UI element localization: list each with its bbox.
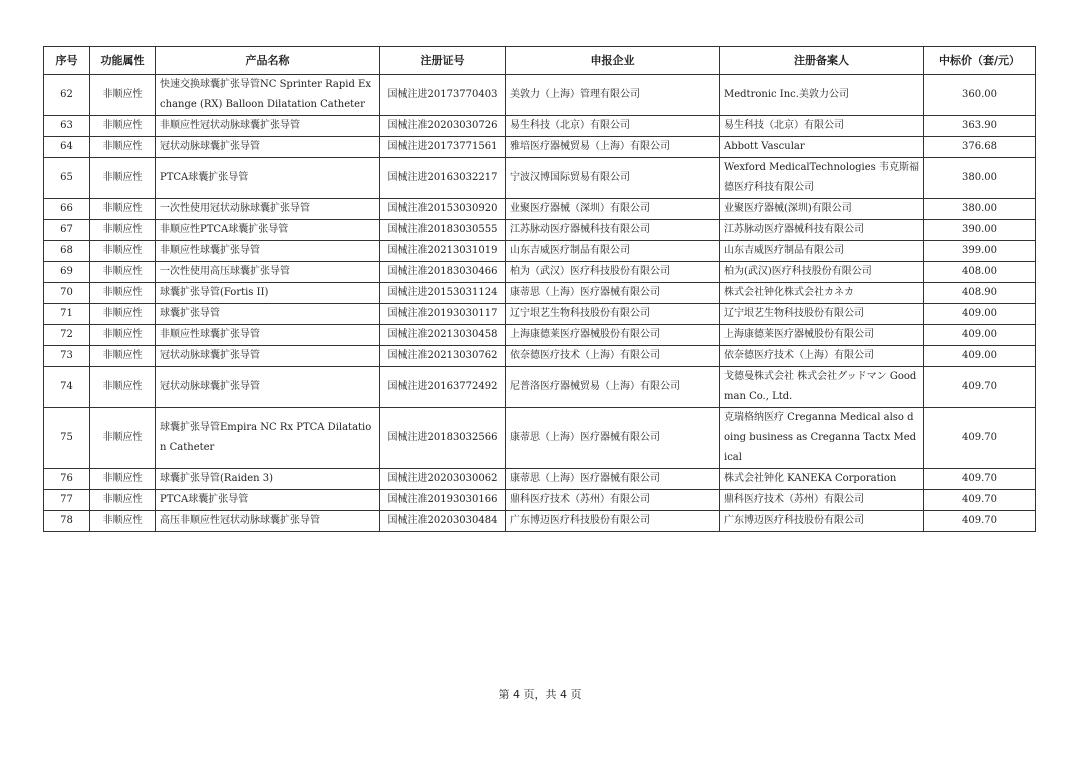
cell-product: 球囊扩张导管 xyxy=(156,304,380,325)
cell-product: 球囊扩张导管(Fortis II) xyxy=(156,283,380,304)
cell-no: 73 xyxy=(44,346,90,367)
cell-company: 康蒂思（上海）医疗器械有限公司 xyxy=(506,283,720,304)
cell-no: 67 xyxy=(44,220,90,241)
cell-product: 非顺应性PTCA球囊扩张导管 xyxy=(156,220,380,241)
cell-company: 宁波汉博国际贸易有限公司 xyxy=(506,158,720,199)
cell-attr: 非顺应性 xyxy=(90,241,156,262)
cell-no: 68 xyxy=(44,241,90,262)
cell-no: 78 xyxy=(44,511,90,532)
table-row xyxy=(44,241,1036,262)
cell-holder: 江苏脉动医疗器械科技有限公司 xyxy=(720,220,924,241)
cell-holder: 辽宁垠艺生物科技股份有限公司 xyxy=(720,304,924,325)
col-header-product: 产品名称 xyxy=(156,47,380,75)
cell-company: 鼎科医疗技术（苏州）有限公司 xyxy=(506,490,720,511)
header-row xyxy=(44,47,1036,75)
cell-reg: 国械注准20203030484 xyxy=(380,511,506,532)
cell-no: 74 xyxy=(44,367,90,408)
cell-holder: Abbott Vascular xyxy=(720,137,924,158)
cell-reg: 国械注准20213031019 xyxy=(380,241,506,262)
table-row xyxy=(44,158,1036,199)
cell-reg: 国械注准20183030555 xyxy=(380,220,506,241)
cell-price: 409.70 xyxy=(924,408,1036,469)
cell-no: 65 xyxy=(44,158,90,199)
cell-company: 美敦力（上海）管理有限公司 xyxy=(506,75,720,116)
cell-reg: 国械注准20203030726 xyxy=(380,116,506,137)
cell-price: 409.70 xyxy=(924,367,1036,408)
col-header-company: 申报企业 xyxy=(506,47,720,75)
cell-no: 72 xyxy=(44,325,90,346)
cell-attr: 非顺应性 xyxy=(90,408,156,469)
table-row xyxy=(44,490,1036,511)
cell-price: 409.70 xyxy=(924,511,1036,532)
col-header-holder: 注册备案人 xyxy=(720,47,924,75)
cell-price: 408.00 xyxy=(924,262,1036,283)
cell-product: PTCA球囊扩张导管 xyxy=(156,158,380,199)
cell-price: 408.90 xyxy=(924,283,1036,304)
cell-price: 390.00 xyxy=(924,220,1036,241)
cell-no: 64 xyxy=(44,137,90,158)
table-row xyxy=(44,199,1036,220)
cell-company: 柏为（武汉）医疗科技股份有限公司 xyxy=(506,262,720,283)
cell-price: 409.00 xyxy=(924,304,1036,325)
cell-holder: 广东博迈医疗科技股份有限公司 xyxy=(720,511,924,532)
cell-attr: 非顺应性 xyxy=(90,199,156,220)
cell-price: 409.70 xyxy=(924,469,1036,490)
cell-holder: 株式会社钟化株式会社カネカ xyxy=(720,283,924,304)
bid-price-table xyxy=(43,46,1036,532)
cell-company: 辽宁垠艺生物科技股份有限公司 xyxy=(506,304,720,325)
table-row xyxy=(44,346,1036,367)
cell-reg: 国械注准20193030166 xyxy=(380,490,506,511)
table-row xyxy=(44,220,1036,241)
cell-company: 康蒂思（上海）医疗器械有限公司 xyxy=(506,469,720,490)
table-row xyxy=(44,325,1036,346)
cell-attr: 非顺应性 xyxy=(90,367,156,408)
cell-holder: 易生科技（北京）有限公司 xyxy=(720,116,924,137)
cell-attr: 非顺应性 xyxy=(90,137,156,158)
cell-product: 非顺应性球囊扩张导管 xyxy=(156,325,380,346)
table-row xyxy=(44,304,1036,325)
cell-holder: 戈德曼株式会社 株式会社グッドマン Goodman Co., Ltd. xyxy=(720,367,924,408)
cell-holder: 山东吉威医疗制品有限公司 xyxy=(720,241,924,262)
cell-attr: 非顺应性 xyxy=(90,116,156,137)
cell-holder: Medtronic Inc.美敦力公司 xyxy=(720,75,924,116)
cell-reg: 国械注准20213030458 xyxy=(380,325,506,346)
cell-product: 冠状动脉球囊扩张导管 xyxy=(156,137,380,158)
cell-product: 球囊扩张导管(Raiden 3) xyxy=(156,469,380,490)
cell-reg: 国械注准20193030117 xyxy=(380,304,506,325)
cell-attr: 非顺应性 xyxy=(90,75,156,116)
table-row xyxy=(44,137,1036,158)
cell-reg: 国械注准20183030466 xyxy=(380,262,506,283)
cell-reg: 国械注进20203030062 xyxy=(380,469,506,490)
cell-reg: 国械注进20153031124 xyxy=(380,283,506,304)
table-row xyxy=(44,469,1036,490)
cell-no: 70 xyxy=(44,283,90,304)
cell-reg: 国械注进20173770403 xyxy=(380,75,506,116)
col-header-price: 中标价（套/元） xyxy=(924,47,1036,75)
cell-company: 上海康德莱医疗器械股份有限公司 xyxy=(506,325,720,346)
col-header-attr: 功能属性 xyxy=(90,47,156,75)
table-row xyxy=(44,283,1036,304)
cell-no: 75 xyxy=(44,408,90,469)
cell-company: 尼普洛医疗器械贸易（上海）有限公司 xyxy=(506,367,720,408)
cell-price: 360.00 xyxy=(924,75,1036,116)
cell-attr: 非顺应性 xyxy=(90,304,156,325)
cell-company: 江苏脉动医疗器械科技有限公司 xyxy=(506,220,720,241)
cell-price: 409.00 xyxy=(924,325,1036,346)
cell-attr: 非顺应性 xyxy=(90,283,156,304)
cell-price: 409.00 xyxy=(924,346,1036,367)
cell-product: 冠状动脉球囊扩张导管 xyxy=(156,367,380,408)
cell-holder: 柏为(武汉)医疗科技股份有限公司 xyxy=(720,262,924,283)
cell-reg: 国械注准20213030762 xyxy=(380,346,506,367)
cell-company: 广东博迈医疗科技股份有限公司 xyxy=(506,511,720,532)
cell-reg: 国械注进20163772492 xyxy=(380,367,506,408)
cell-price: 363.90 xyxy=(924,116,1036,137)
col-header-no: 序号 xyxy=(44,47,90,75)
cell-company: 山东吉威医疗制品有限公司 xyxy=(506,241,720,262)
cell-product: 快速交换球囊扩张导管NC Sprinter Rapid Exchange (RX) Balloon Dilatation Catheter xyxy=(156,75,380,116)
cell-product: 非顺应性冠状动脉球囊扩张导管 xyxy=(156,116,380,137)
cell-no: 63 xyxy=(44,116,90,137)
cell-attr: 非顺应性 xyxy=(90,511,156,532)
cell-reg: 国械注准20153030920 xyxy=(380,199,506,220)
cell-no: 62 xyxy=(44,75,90,116)
page-footer: 第 4 页，共 4 页 xyxy=(498,688,582,701)
cell-price: 380.00 xyxy=(924,199,1036,220)
cell-no: 76 xyxy=(44,469,90,490)
cell-no: 77 xyxy=(44,490,90,511)
cell-no: 71 xyxy=(44,304,90,325)
cell-attr: 非顺应性 xyxy=(90,220,156,241)
table-header xyxy=(44,47,1036,75)
table-body xyxy=(44,75,1036,532)
cell-attr: 非顺应性 xyxy=(90,158,156,199)
cell-reg: 国械注进20163032217 xyxy=(380,158,506,199)
table-row xyxy=(44,116,1036,137)
cell-product: 冠状动脉球囊扩张导管 xyxy=(156,346,380,367)
cell-price: 376.68 xyxy=(924,137,1036,158)
cell-attr: 非顺应性 xyxy=(90,346,156,367)
cell-price: 399.00 xyxy=(924,241,1036,262)
cell-attr: 非顺应性 xyxy=(90,490,156,511)
cell-reg: 国械注进20183032566 xyxy=(380,408,506,469)
table-row xyxy=(44,408,1036,469)
table-row xyxy=(44,262,1036,283)
cell-no: 66 xyxy=(44,199,90,220)
cell-price: 380.00 xyxy=(924,158,1036,199)
cell-company: 易生科技（北京）有限公司 xyxy=(506,116,720,137)
cell-product: 一次性使用高压球囊扩张导管 xyxy=(156,262,380,283)
cell-holder: 克瑞格纳医疗 Creganna Medical also doing business as Creganna Tactx Medical xyxy=(720,408,924,469)
cell-holder: 业聚医疗器械(深圳)有限公司 xyxy=(720,199,924,220)
col-header-reg: 注册证号 xyxy=(380,47,506,75)
cell-holder: 株式会社钟化 KANEKA Corporation xyxy=(720,469,924,490)
cell-holder: 鼎科医疗技术（苏州）有限公司 xyxy=(720,490,924,511)
cell-holder: 上海康德莱医疗器械股份有限公司 xyxy=(720,325,924,346)
table-row xyxy=(44,75,1036,116)
cell-attr: 非顺应性 xyxy=(90,325,156,346)
cell-product: 一次性使用冠状动脉球囊扩张导管 xyxy=(156,199,380,220)
table-row xyxy=(44,367,1036,408)
cell-reg: 国械注进20173771561 xyxy=(380,137,506,158)
cell-product: PTCA球囊扩张导管 xyxy=(156,490,380,511)
table-row xyxy=(44,511,1036,532)
cell-no: 69 xyxy=(44,262,90,283)
cell-price: 409.70 xyxy=(924,490,1036,511)
cell-company: 依奈德医疗技术（上海）有限公司 xyxy=(506,346,720,367)
cell-product: 高压非顺应性冠状动脉球囊扩张导管 xyxy=(156,511,380,532)
cell-company: 业聚医疗器械（深圳）有限公司 xyxy=(506,199,720,220)
cell-company: 康蒂思（上海）医疗器械有限公司 xyxy=(506,408,720,469)
cell-holder: 依奈德医疗技术（上海）有限公司 xyxy=(720,346,924,367)
cell-attr: 非顺应性 xyxy=(90,262,156,283)
cell-company: 雅培医疗器械贸易（上海）有限公司 xyxy=(506,137,720,158)
cell-product: 非顺应性球囊扩张导管 xyxy=(156,241,380,262)
cell-holder: Wexford MedicalTechnologies 韦克斯福德医疗科技有限公司 xyxy=(720,158,924,199)
cell-attr: 非顺应性 xyxy=(90,469,156,490)
cell-product: 球囊扩张导管Empira NC Rx PTCA Dilatation Catheter xyxy=(156,408,380,469)
